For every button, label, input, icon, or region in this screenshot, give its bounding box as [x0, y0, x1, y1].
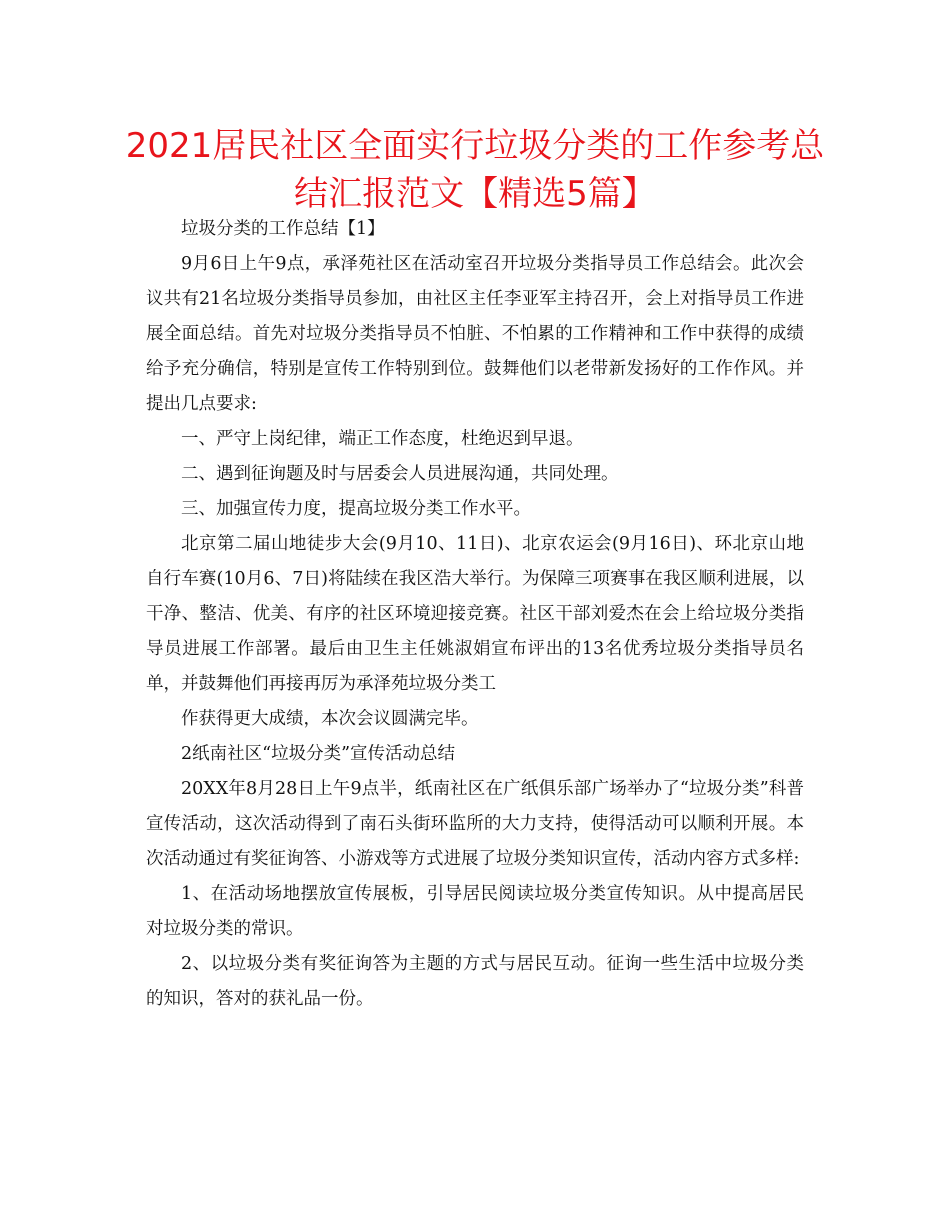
requirement-item-2: 二、遇到征询题及时与居委会人员进展沟通，共同处理。	[181, 464, 619, 484]
activity-item-1: 1、在活动场地摆放宣传展板，引导居民阅读垃圾分类宣传知识。从中提高居民对垃圾分类的常识。	[146, 884, 804, 939]
document-body	[146, 212, 804, 1017]
title-line-2: 结汇报范文【精选5篇】	[294, 174, 656, 214]
paragraph-events: 北京第二届山地徒步大会(9月10、11日)、北京农运会(9月16日)、环北京山地自行车赛(10月6、7日)将陆续在我区浩大举行。为保障三项赛事在我区顺利进展，以干净、整洁、优美、有序的社区环境迎接竞赛。社区干部刘爱杰在会上给垃圾分类指导员进展工作部署。最后由卫生主任姚淑娟宣布评出的13名优秀垃圾分类指导员名单，并鼓舞他们再接再厉为承泽苑垃圾分类工	[146, 534, 804, 694]
activity-item-2: 2、以垃圾分类有奖征询答为主题的方式与居民互动。征询一些生活中垃圾分类的知识，答对的获礼品一份。	[146, 954, 804, 1009]
requirement-item-3: 三、加强宣传力度，提高垃圾分类工作水平。	[181, 499, 531, 519]
paragraph-meeting-summary: 9月6日上午9点，承泽苑社区在活动室召开垃圾分类指导员工作总结会。此次会议共有21名垃圾分类指导员参加，由社区主任李亚军主持召开，会上对指导员工作进展全面总结。首先对垃圾分类指导员不怕脏、不怕累的工作精神和工作中获得的成绩给予充分确信，特别是宣传工作特别到位。鼓舞他们以老带新发扬好的工作作风。并提出几点要求:	[146, 254, 804, 414]
title-line-1: 2021居民社区全面实行垃圾分类的工作参考总	[125, 126, 825, 166]
requirement-item-1: 一、严守上岗纪律，端正工作态度，杜绝迟到早退。	[181, 429, 584, 449]
section-heading-1: 垃圾分类的工作总结【1】	[181, 219, 385, 239]
document-title	[100, 122, 850, 218]
paragraph-events-continued: 作获得更大成绩，本次会议圆满完毕。	[181, 709, 479, 729]
section-heading-2: 2纸南社区“垃圾分类”宣传活动总结	[181, 744, 456, 764]
paragraph-campaign: 20XX年8月28日上午9点半，纸南社区在广纸俱乐部广场举办了“垃圾分类”科普宣传活动，这次活动得到了南石头街环监所的大力支持，使得活动可以顺利开展。本次活动通过有奖征询答、小游戏等方式进展了垃圾分类知识宣传，活动内容方式多样:	[146, 779, 804, 869]
